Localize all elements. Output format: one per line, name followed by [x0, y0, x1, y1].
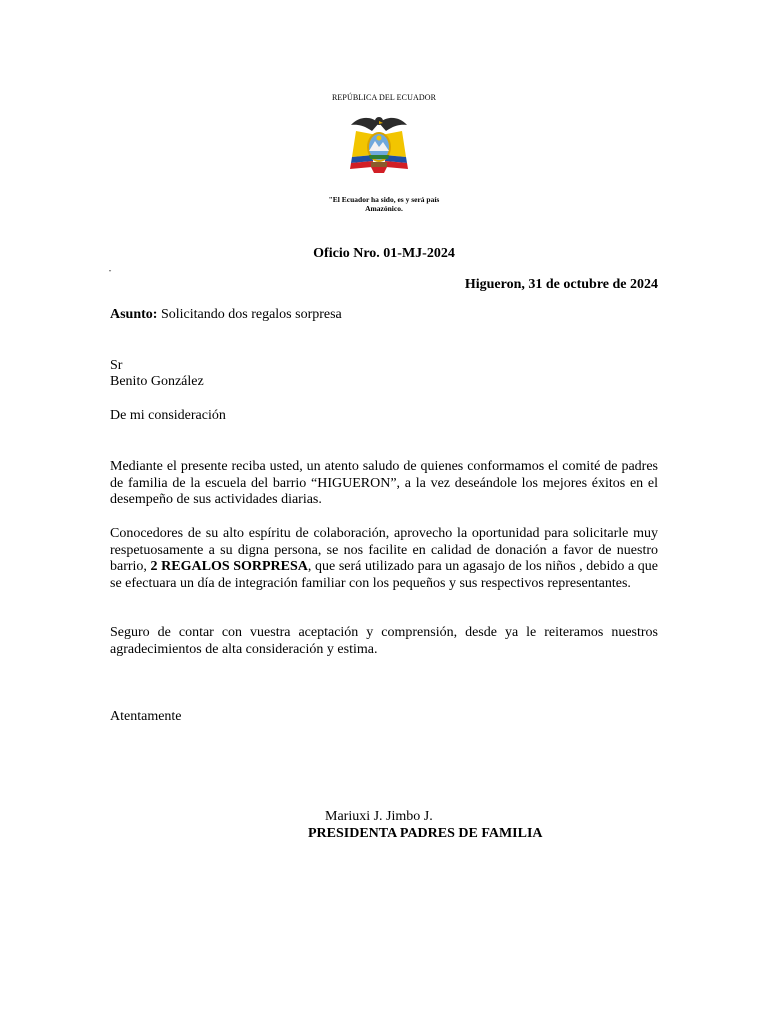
signer-name: Mariuxi J. Jimbo J. [325, 809, 433, 824]
closing: Atentamente [110, 709, 182, 724]
recipient-name: Benito González [110, 374, 204, 389]
paragraph-2-end: , que será utilizado para un agasajo de los niños , debido a que se efectuara un día de integración familiar con los pequeños y sus respectivos representantes. [110, 559, 658, 591]
greeting: De mi consideración [110, 408, 226, 423]
stray-quote-mark: " [109, 270, 112, 276]
paragraph-2-start: Conocedores de su alto espíritu de colaboración, aprovecho la oportunidad para solicitarle muy respetuosamente a su digna persona, se nos facilite en calidad de donación a favor de nuestro barrio, [110, 526, 658, 574]
paragraph-2 [110, 526, 658, 592]
motto-text: "El Ecuador ha sido, es y será país Amazónico. [328, 195, 440, 213]
recipient-title: Sr [110, 358, 123, 373]
ecuador-coat-of-arms-icon [344, 111, 414, 177]
subject-text: Solicitando dos regalos sorpresa [157, 307, 342, 322]
place-date: Higueron, 31 de octubre de 2024 [464, 277, 658, 292]
document-number: Oficio Nro. 01-MJ-2024 [313, 246, 455, 261]
paragraph-1: Mediante el presente reciba usted, un atento saludo de quienes conformamos el comité de padres de familia de la escuela del barrio “HIGUERON”, a la vez deseándole los mejores éxitos en el desempeño de sus actividades diarias. [110, 459, 658, 507]
subject-label: Asunto: [110, 307, 158, 322]
country-header: REPÚBLICA DEL ECUADOR [331, 93, 437, 102]
subject-line [110, 307, 658, 324]
signer-role: PRESIDENTA PADRES DE FAMILIA [308, 826, 543, 841]
paragraph-3: Seguro de contar con vuestra aceptación y comprensión, desde ya le reiteramos nuestros agradecimientos de alta consideración y estima. [110, 625, 658, 657]
paragraph-2-highlight: 2 REGALOS SORPRESA [150, 559, 308, 574]
